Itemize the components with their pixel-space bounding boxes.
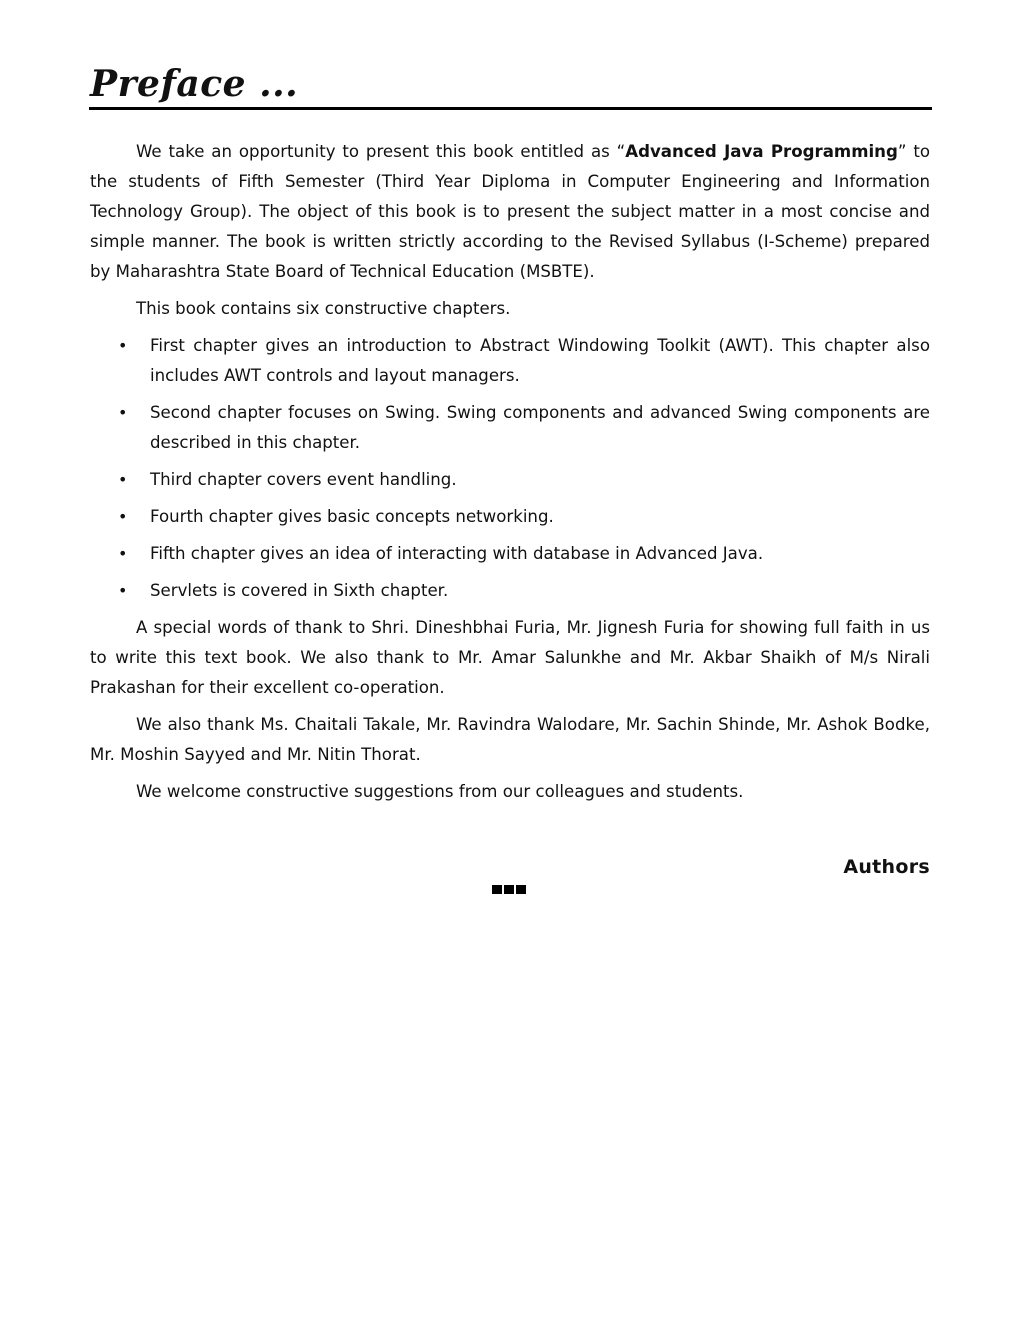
chapter-list-item [90,465,930,495]
preface-body [90,137,930,814]
bullet-icon: • [118,336,128,355]
chapter-list-item [90,502,930,532]
bullet-icon: • [118,544,128,563]
chapter-list-item [90,539,930,569]
bullet-icon: • [118,581,128,600]
end-square-icon [504,885,514,894]
thanks-paragraph-1: A special words of thank to Shri. Dineshbhai Furia, Mr. Jignesh Furia for showing full faith in us to write this text book. We also thank to Mr. Amar Salunkhe and Mr. Akbar Shaikh of M/s Nirali Prakashan for their excellent co-operation. [90,618,930,697]
thanks-paragraph-2: We also thank Ms. Chaitali Takale, Mr. Ravindra Walodare, Mr. Sachin Shinde, Mr. Ashok Bodke, Mr. Moshin Sayyed and Mr. Nitin Thorat. [90,715,930,764]
page-title: Preface ... [90,63,299,105]
welcome-paragraph: We welcome constructive suggestions from our colleagues and students. [136,782,744,801]
chapter-item-text: Fourth chapter gives basic concepts networking. [150,507,554,526]
end-square-icon [516,885,526,894]
chapter-item-text: First chapter gives an introduction to Abstract Windowing Toolkit (AWT). This chapter also includes AWT controls and layout managers. [150,336,930,385]
chapter-item-text: Third chapter covers event handling. [150,470,457,489]
chapter-item-text: Second chapter focuses on Swing. Swing components and advanced Swing components are described in this chapter. [150,403,930,452]
book-title: Advanced Java Programming [625,142,898,161]
intro-text-before: We take an opportunity to present this book entitled as “ [136,142,626,161]
authors-signature: Authors [843,856,930,878]
intro-paragraph [90,137,930,287]
chapter-list-item [90,576,930,606]
bullet-icon: • [118,470,128,489]
chapter-list-item [90,331,930,391]
bullet-icon: • [118,507,128,526]
chapter-list [90,331,930,606]
intro-text-after: ” to the students of Fifth Semester (Third Year Diploma in Computer Engineering and Information Technology Group). The object of this book is to present the subject matter in a most concise and simple manner. The book is written strictly according to the Revised Syllabus (I-Scheme) prepared by Maharashtra State Board of Technical Education (MSBTE). [90,142,930,281]
end-square-icon [492,885,502,894]
end-of-section-mark [492,885,526,894]
chapter-item-text: Fifth chapter gives an idea of interacting with database in Advanced Java. [150,544,764,563]
chapter-list-item [90,398,930,458]
bullet-icon: • [118,403,128,422]
chapter-item-text: Servlets is covered in Sixth chapter. [150,581,449,600]
title-underline [89,107,932,110]
chapters-intro-paragraph: This book contains six constructive chapters. [136,299,511,318]
